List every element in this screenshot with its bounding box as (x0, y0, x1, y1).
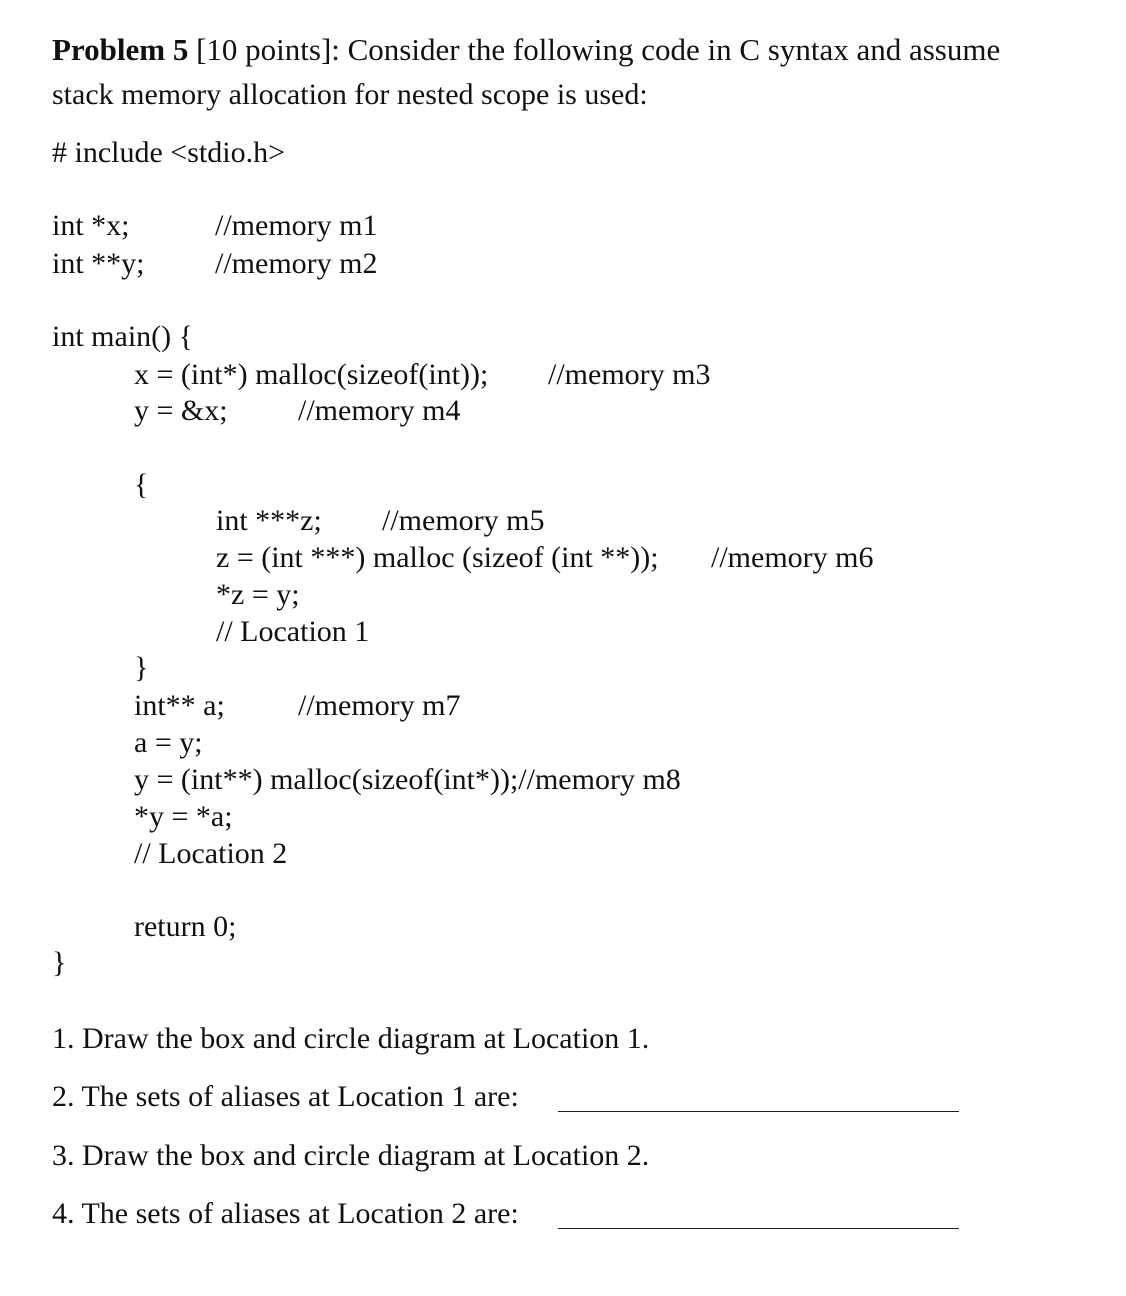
code-decl-z: int ***z; (216, 504, 322, 537)
code-assign-z: z = (int ***) malloc (sizeof (int **)); (216, 541, 659, 574)
question-4: 4. The sets of aliases at Location 2 are: (52, 1197, 519, 1230)
answer-blank-2[interactable] (558, 1111, 959, 1112)
problem-intro-line2: stack memory allocation for nested scope is used: (52, 78, 648, 111)
problem-heading (52, 34, 1000, 65)
problem-label: Problem 5 (52, 32, 189, 67)
code-decl-a-comment: //memory m7 (298, 689, 461, 722)
code-main-close: } (52, 946, 67, 979)
code-location2: // Location 2 (134, 837, 288, 870)
answer-blank-4[interactable] (558, 1228, 959, 1229)
code-return: return 0; (134, 910, 237, 943)
code-main-open: int main() { (52, 320, 194, 353)
code-block-close: } (134, 651, 149, 684)
code-assign-z-comment: //memory m6 (711, 541, 874, 574)
code-assign-y: y = &x; (134, 394, 228, 427)
question-1: 1. Draw the box and circle diagram at Location 1. (52, 1022, 650, 1055)
code-deref-y: *y = *a; (134, 800, 233, 833)
code-assign-x: x = (int*) malloc(sizeof(int)); (134, 358, 489, 391)
question-3: 3. Draw the box and circle diagram at Location 2. (52, 1139, 650, 1172)
code-decl-y: int **y; (52, 247, 145, 280)
code-location1: // Location 1 (216, 615, 370, 648)
code-decl-x-comment: //memory m1 (215, 209, 378, 242)
code-assign-a: a = y; (134, 726, 203, 759)
code-decl-x: int *x; (52, 209, 130, 242)
code-assign-x-comment: //memory m3 (548, 358, 711, 391)
code-deref-z: *z = y; (216, 578, 300, 611)
code-include: # include <stdio.h> (52, 136, 285, 169)
problem-points: [10 points] (196, 32, 332, 67)
code-decl-a: int** a; (134, 689, 225, 722)
code-assign-y2: y = (int**) malloc(sizeof(int*));//memory m8 (134, 763, 681, 796)
problem-intro-line1: : Consider the following code in C syntax and assume (331, 32, 1001, 67)
question-2: 2. The sets of aliases at Location 1 are: (52, 1080, 519, 1113)
code-decl-z-comment: //memory m5 (382, 504, 545, 537)
code-assign-y-comment: //memory m4 (298, 394, 461, 427)
code-decl-y-comment: //memory m2 (215, 247, 378, 280)
code-block-open: { (134, 468, 149, 501)
